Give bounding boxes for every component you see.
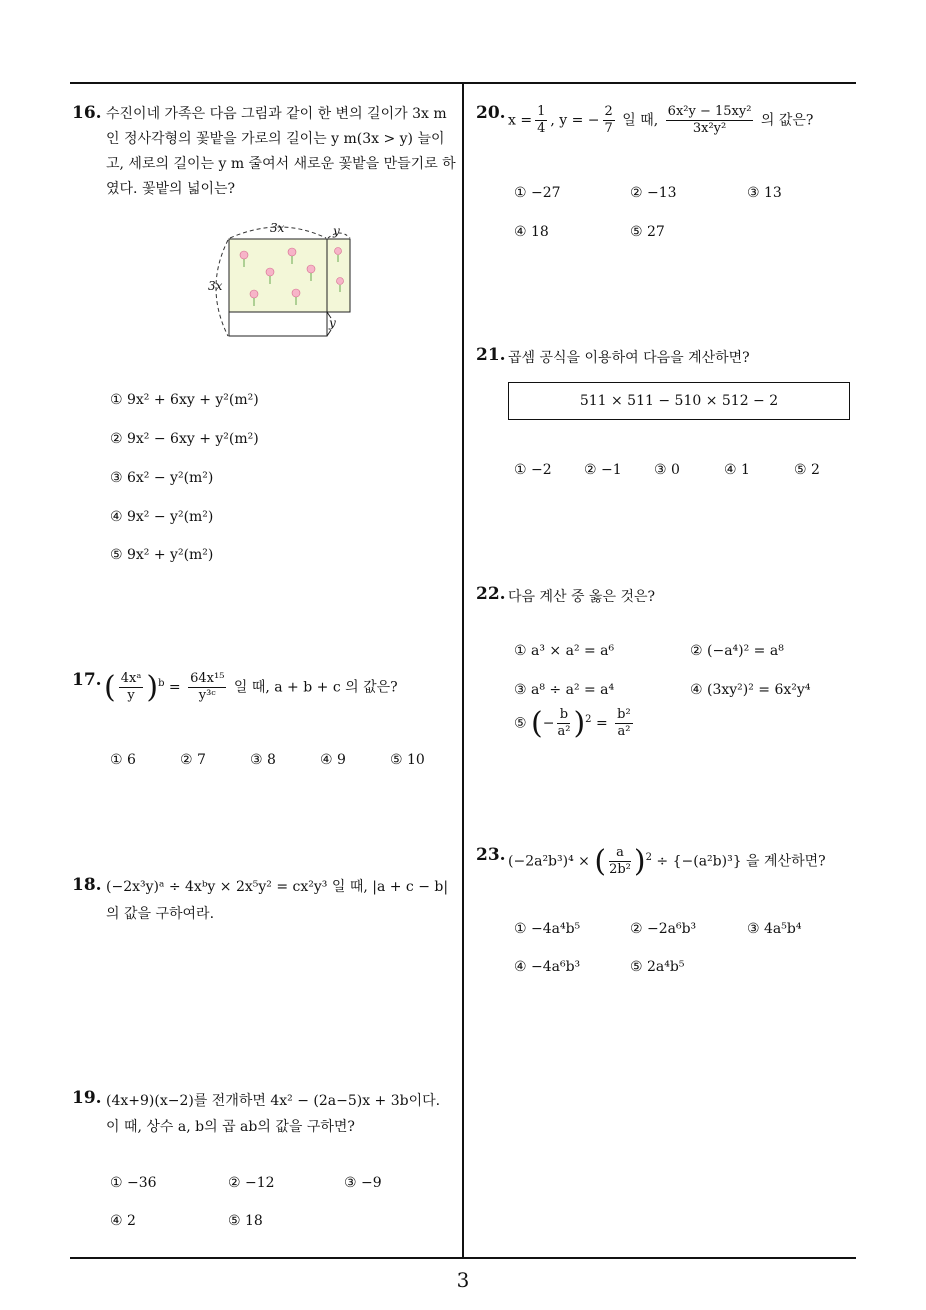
option-2[interactable]: ② (−a⁴)² = a⁸ xyxy=(690,643,784,659)
problem-number: 21. xyxy=(476,345,506,365)
problem-text: 다음 계산 중 옳은 것은? xyxy=(508,589,656,605)
option-1[interactable]: ① −4a⁴b⁵ xyxy=(514,921,581,937)
option-4[interactable]: ④ 2 xyxy=(110,1213,136,1229)
option-4[interactable]: ④ 9x² − y²(m²) xyxy=(110,509,214,525)
option-5[interactable]: ⑤ 18 xyxy=(228,1213,263,1229)
option-3[interactable]: ③ 4a⁵b⁴ xyxy=(747,921,802,937)
problem-expression: (−2a²b³)⁴ × ( $\frac{a}{\text{2b²}}$ )$^2$ ÷ {−(a²b)³} 을 계산하면? xyxy=(508,844,826,879)
option-5[interactable]: ⑤ 2 xyxy=(794,462,820,478)
problem-text-line2: 의 값을 구하여라. xyxy=(106,906,215,922)
problem-text-line1: (4x+9)(x−2)를 전개하면 4x² − (2a−5)x + 3b이다. xyxy=(106,1093,441,1109)
option-5[interactable]: ⑤ (− $\frac{b}{\text{a²}}$ )$^2$ = $\frac{\text{b²}}{\text{a²}}$ xyxy=(514,706,631,741)
bottom-rule xyxy=(70,1257,856,1259)
figure-label-left: 3x xyxy=(208,279,223,293)
option-5[interactable]: ⑤ 27 xyxy=(630,224,665,240)
option-4[interactable]: ④ 9 xyxy=(320,752,346,768)
option-1[interactable]: ① 6 xyxy=(110,752,136,768)
option-1[interactable]: ① a³ × a² = a⁶ xyxy=(514,643,615,659)
option-1[interactable]: ① 9x² + 6xy + y²(m²) xyxy=(110,392,259,408)
option-5[interactable]: ⑤ 10 xyxy=(390,752,425,768)
problem-number: 18. xyxy=(72,875,102,895)
problem-number: 16. xyxy=(72,103,102,123)
option-3[interactable]: ③ 6x² − y²(m²) xyxy=(110,470,214,486)
option-2[interactable]: ② 7 xyxy=(180,752,206,768)
problem-number: 20. xyxy=(476,103,506,123)
option-3[interactable]: ③ 13 xyxy=(747,185,782,201)
problem-number: 23. xyxy=(476,845,506,865)
figure-label-top-y: y xyxy=(333,224,340,238)
option-4[interactable]: ④ (3xy²)² = 6x²y⁴ xyxy=(690,682,811,698)
option-2[interactable]: ② −12 xyxy=(228,1175,275,1191)
option-4[interactable]: ④ −4a⁶b³ xyxy=(514,959,581,975)
problem-number: 19. xyxy=(72,1088,102,1108)
expression-box: 511 × 511 − 510 × 512 − 2 xyxy=(508,382,850,420)
option-2[interactable]: ② 9x² − 6xy + y²(m²) xyxy=(110,431,259,447)
option-2[interactable]: ② −13 xyxy=(630,185,677,201)
option-1[interactable]: ① −36 xyxy=(110,1175,157,1191)
option-2[interactable]: ② −2a⁶b³ xyxy=(630,921,697,937)
figure-label-top: 3x xyxy=(270,221,285,235)
column-divider xyxy=(462,83,464,1258)
problem-text-line1: (−2x³y)ᵃ ÷ 4xᵇy × 2x⁵y² = cx²y³ 일 때, |a + c − b| xyxy=(106,879,449,895)
option-5[interactable]: ⑤ 9x² + y²(m²) xyxy=(110,547,214,563)
problem-text-line2: 이 때, 상수 a, b의 곱 ab의 값을 구하면? xyxy=(106,1119,355,1135)
option-3[interactable]: ③ 8 xyxy=(250,752,276,768)
option-5[interactable]: ⑤ 2a⁴b⁵ xyxy=(630,959,685,975)
figure-label-right-y: y xyxy=(329,316,336,330)
option-4[interactable]: ④ 1 xyxy=(724,462,750,478)
problem-text: 수진이네 가족은 다음 그림과 같이 한 변의 길이가 3x m 인 정사각형의 꽃밭을 가로의 길이는 y m(3x > y) 늘이고, 세로의 길이는 y m 줄여서 새로운 꽃밭을 만들기로 하였다. 꽃밭의 넓이는? xyxy=(106,106,456,197)
page-number: 3 xyxy=(456,1268,470,1292)
problem-text: 곱셈 공식을 이용하여 다음을 계산하면? xyxy=(508,350,750,366)
option-3[interactable]: ③ −9 xyxy=(344,1175,382,1191)
option-4[interactable]: ④ 18 xyxy=(514,224,549,240)
problem-number: 22. xyxy=(476,584,506,604)
problem-expression: ( $\frac{\text{4xᵃ}}{y}$ )$^b$ = $\frac{\text{64x¹⁵}}{\text{y³ᶜ}}$ 일 때, a + b + c 의 값은? xyxy=(104,670,398,705)
option-3[interactable]: ③ a⁸ ÷ a² = a⁴ xyxy=(514,682,615,698)
option-1[interactable]: ① −27 xyxy=(514,185,561,201)
option-1[interactable]: ① −2 xyxy=(514,462,552,478)
option-2[interactable]: ② −1 xyxy=(584,462,622,478)
problem-number: 17. xyxy=(72,670,102,690)
problem-expression: x = $\frac{1}{4}$ , y = − $\frac{2}{7}$ 일 때, $\frac{\text{6x²y − 15xy²}}{\text{3x²y²}}$ 의 값은? xyxy=(508,104,814,136)
option-3[interactable]: ③ 0 xyxy=(654,462,680,478)
